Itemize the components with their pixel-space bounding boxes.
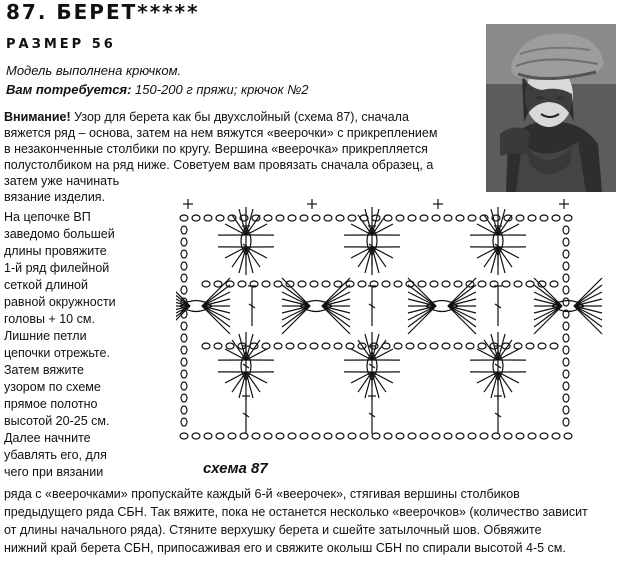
fan-stitch (322, 306, 350, 334)
fan-stitch (498, 334, 505, 360)
chain-stitch (480, 433, 488, 439)
chain-stitch (563, 286, 569, 294)
chain-stitch (336, 433, 344, 439)
materials-value: 150-200 г пряжи; крючок №2 (131, 82, 309, 97)
chain-stitch (181, 238, 187, 246)
left-line: длины провяжите (4, 244, 107, 258)
chain-stitch (322, 281, 330, 287)
bottom-line: ряда с «веерочками» пропускайте каждый 6-й «веерочек», стягивая вершины столбиков (4, 487, 520, 501)
instructions-line-3: полустолбиком на ряд ниже. Советуем вам провязать сначала образец, а (4, 158, 434, 172)
instructions-line-1: вяжется ряд – основа, затем на нем вяжутся «веерочки» с прикреплением (4, 126, 438, 140)
chain-stitch (202, 343, 210, 349)
chain-stitch (418, 281, 426, 287)
fan-stitch (246, 372, 253, 398)
chain-stitch (563, 274, 569, 282)
chain-stitch (300, 433, 308, 439)
fan-stitch (448, 306, 476, 320)
fan-stitch (202, 306, 230, 334)
chain-stitch (504, 433, 512, 439)
chain-stitch (502, 281, 510, 287)
fan-stitch (498, 372, 505, 398)
left-line: сеткой длиной (4, 278, 88, 292)
chain-stitch (276, 215, 284, 221)
bottom-line: нижний край берета СБН, припосаживая его и свяжите околыш СБН по спирали высотой 4-5 см. (4, 541, 566, 555)
bottom-line: предыдущего ряда СБН. Так вяжите, пока не останется несколько «веерочков» (количество зависит (4, 505, 588, 519)
chain-stitch (564, 215, 572, 221)
chain-stitch (550, 343, 558, 349)
chain-stitch (563, 250, 569, 258)
chain-stitch (334, 343, 342, 349)
chain-stitch (442, 343, 450, 349)
model-note: Модель выполнена крючком. (6, 63, 182, 78)
bottom-line: от длины начального ряда). Стяните верхушку берета и сшейте затылочный шов. Обвяжите (4, 523, 542, 537)
fan-stitch (534, 306, 562, 334)
fan-stitch (491, 334, 498, 360)
chain-stitch (181, 394, 187, 402)
chain-stitch (312, 215, 320, 221)
fan-stitch (202, 292, 230, 306)
chain-stitch (204, 215, 212, 221)
chain-stitch (181, 322, 187, 330)
chain-stitch (262, 343, 270, 349)
chain-stitch (430, 281, 438, 287)
chain-stitch (526, 343, 534, 349)
fan-stitch (534, 292, 562, 306)
chain-stitch (240, 433, 248, 439)
chain-stitch (312, 433, 320, 439)
chain-stitch (214, 343, 222, 349)
instructions-line-0-text: Узор для берета как бы двухслойный (схема 87), сначала (70, 110, 409, 124)
chain-stitch (466, 343, 474, 349)
chain-stitch (516, 215, 524, 221)
chain-stitch (563, 226, 569, 234)
size-label: РАЗМЕР 56 (6, 37, 116, 52)
left-line: убавлять его, для (4, 448, 107, 462)
chain-stitch (334, 281, 342, 287)
chain-stitch (286, 343, 294, 349)
chain-stitch (310, 343, 318, 349)
fan-stitch (448, 292, 476, 306)
chain-stitch (552, 433, 560, 439)
fan-stitch (574, 306, 602, 334)
chain-stitch (181, 346, 187, 354)
chain-stitch (192, 215, 200, 221)
chain-stitch (563, 262, 569, 270)
chain-stitch (540, 433, 548, 439)
chain-stitch (456, 433, 464, 439)
chain-stitch (528, 433, 536, 439)
chain-stitch (181, 334, 187, 342)
chain-stitch (563, 322, 569, 330)
chain-stitch (180, 215, 188, 221)
fan-stitch (491, 209, 498, 235)
chain-stitch (322, 343, 330, 349)
fan-stitch (498, 247, 505, 273)
chain-stitch (228, 433, 236, 439)
chain-stitch (192, 433, 200, 439)
chain-stitch (454, 281, 462, 287)
chain-stitch (360, 433, 368, 439)
chain-stitch (300, 215, 308, 221)
left-line: головы + 10 см. (4, 312, 95, 326)
chain-stitch (540, 215, 548, 221)
chain-stitch (180, 433, 188, 439)
fan-stitch (534, 306, 562, 320)
chain-stitch (418, 343, 426, 349)
fan-stitch (282, 306, 310, 334)
fan-stitch (491, 247, 498, 273)
fan-stitch (322, 306, 350, 320)
chain-stitch (394, 343, 402, 349)
chain-stitch (394, 281, 402, 287)
chain-stitch (238, 281, 246, 287)
left-line: равной окружности (4, 295, 116, 309)
left-line: чего при вязании (4, 465, 104, 479)
chain-stitch (454, 343, 462, 349)
chain-stitch (478, 281, 486, 287)
chain-stitch (181, 358, 187, 366)
chain-stitch (563, 406, 569, 414)
chain-stitch (181, 406, 187, 414)
chain-stitch (563, 238, 569, 246)
chain-stitch (384, 433, 392, 439)
chain-stitch (298, 343, 306, 349)
diagram-caption: схема 87 (203, 460, 268, 477)
left-line: На цепочке ВП (4, 210, 91, 224)
chain-stitch (552, 215, 560, 221)
chain-stitch (181, 382, 187, 390)
chain-stitch (348, 433, 356, 439)
chain-stitch (372, 433, 380, 439)
chain-stitch (564, 433, 572, 439)
chain-stitch (406, 343, 414, 349)
fan-stitch (365, 247, 372, 273)
fan-stitch (448, 306, 476, 334)
chain-stitch (432, 215, 440, 221)
chain-stitch (563, 358, 569, 366)
fan-stitch (408, 306, 436, 320)
chain-stitch (264, 215, 272, 221)
fan-stitch (322, 292, 350, 306)
chain-stitch (468, 433, 476, 439)
fan-stitch (408, 306, 436, 334)
chain-stitch (276, 433, 284, 439)
chain-stitch (432, 433, 440, 439)
chain-stitch (226, 281, 234, 287)
fan-stitch (239, 372, 246, 398)
fan-stitch (408, 278, 436, 306)
chain-stitch (456, 215, 464, 221)
attention-label: Внимание! (4, 110, 71, 124)
chain-stitch (262, 281, 270, 287)
instructions-line-0 (4, 110, 409, 125)
chain-stitch (468, 215, 476, 221)
chain-stitch (348, 215, 356, 221)
chain-stitch (444, 433, 452, 439)
chain-stitch (336, 215, 344, 221)
chain-stitch (408, 433, 416, 439)
chain-stitch (396, 433, 404, 439)
chain-stitch (444, 215, 452, 221)
left-line: 1-й ряд филейной (4, 261, 110, 275)
chain-stitch (478, 343, 486, 349)
fan-stitch (574, 306, 602, 320)
chain-stitch (420, 433, 428, 439)
chain-stitch (324, 215, 332, 221)
chain-stitch (420, 215, 428, 221)
fan-stitch (498, 209, 505, 235)
materials-note (6, 82, 309, 97)
chain-stitch (204, 433, 212, 439)
fan-stitch (574, 292, 602, 306)
left-line: Лишние петли (4, 329, 87, 343)
instructions-line-5: вязание изделия. (4, 190, 106, 204)
chain-stitch (298, 281, 306, 287)
chain-stitch (252, 433, 260, 439)
chain-stitch (528, 215, 536, 221)
chain-stitch (324, 433, 332, 439)
fan-stitch (282, 306, 310, 320)
chain-stitch (274, 281, 282, 287)
chain-stitch (382, 343, 390, 349)
chain-stitch (288, 433, 296, 439)
fan-stitch (365, 372, 372, 398)
fan-stitch (574, 278, 602, 306)
chain-stitch (514, 281, 522, 287)
chain-stitch (442, 281, 450, 287)
chain-stitch (181, 262, 187, 270)
left-line: Затем вяжите (4, 363, 84, 377)
chain-stitch (216, 215, 224, 221)
chain-stitch (202, 281, 210, 287)
chain-stitch (216, 433, 224, 439)
fan-stitch (239, 247, 246, 273)
chain-stitch (563, 298, 569, 306)
fan-stitch (372, 247, 379, 273)
fan-stitch (491, 372, 498, 398)
chain-stitch (430, 343, 438, 349)
pattern-title: 87. БЕРЕТ***** (6, 0, 200, 24)
left-line: цепочки отрежьте. (4, 346, 110, 360)
materials-label: Вам потребуется: (6, 82, 132, 97)
chain-stitch (181, 250, 187, 258)
fan-stitch (246, 209, 253, 235)
chain-stitch (181, 274, 187, 282)
chain-stitch (181, 226, 187, 234)
chain-stitch (264, 433, 272, 439)
chain-stitch (358, 281, 366, 287)
chain-stitch (396, 215, 404, 221)
chain-stitch (214, 281, 222, 287)
chain-stitch (288, 215, 296, 221)
fan-stitch (408, 292, 436, 306)
fan-stitch (372, 209, 379, 235)
chain-stitch (516, 433, 524, 439)
chain-stitch (346, 281, 354, 287)
chain-stitch (550, 281, 558, 287)
chain-stitch (274, 343, 282, 349)
chain-stitch (181, 286, 187, 294)
chain-stitch (514, 343, 522, 349)
chain-stitch (563, 346, 569, 354)
chain-stitch (181, 370, 187, 378)
chain-stitch (310, 281, 318, 287)
chain-stitch (563, 370, 569, 378)
fan-stitch (365, 209, 372, 235)
left-line: высотой 20-25 см. (4, 414, 110, 428)
instructions-line-4: затем уже начинать (4, 174, 120, 188)
fan-stitch (246, 247, 253, 273)
beret-photo (486, 24, 616, 192)
chain-stitch (538, 343, 546, 349)
left-line: заведомо большей (4, 227, 115, 241)
instructions-line-2: в незаконченные столбики по кругу. Вершина «веерочка» прикрепляется (4, 142, 428, 156)
chain-stitch (563, 382, 569, 390)
left-line: Далее начните (4, 431, 91, 445)
fan-stitch (239, 334, 246, 360)
fan-stitch (246, 334, 253, 360)
left-line: узором по схеме (4, 380, 101, 394)
left-line: прямое полотно (4, 397, 98, 411)
chain-stitch (492, 433, 500, 439)
chain-stitch (346, 343, 354, 349)
chain-stitch (382, 281, 390, 287)
fan-stitch (372, 372, 379, 398)
chain-stitch (226, 343, 234, 349)
chain-stitch (563, 334, 569, 342)
fan-stitch (282, 292, 310, 306)
chain-stitch (563, 418, 569, 426)
fan-stitch (239, 209, 246, 235)
crochet-diagram (176, 196, 632, 454)
fan-stitch (202, 306, 230, 320)
chain-stitch (181, 418, 187, 426)
chain-stitch (563, 394, 569, 402)
photo-illustration (486, 24, 616, 192)
chain-stitch (408, 215, 416, 221)
chain-stitch (526, 281, 534, 287)
